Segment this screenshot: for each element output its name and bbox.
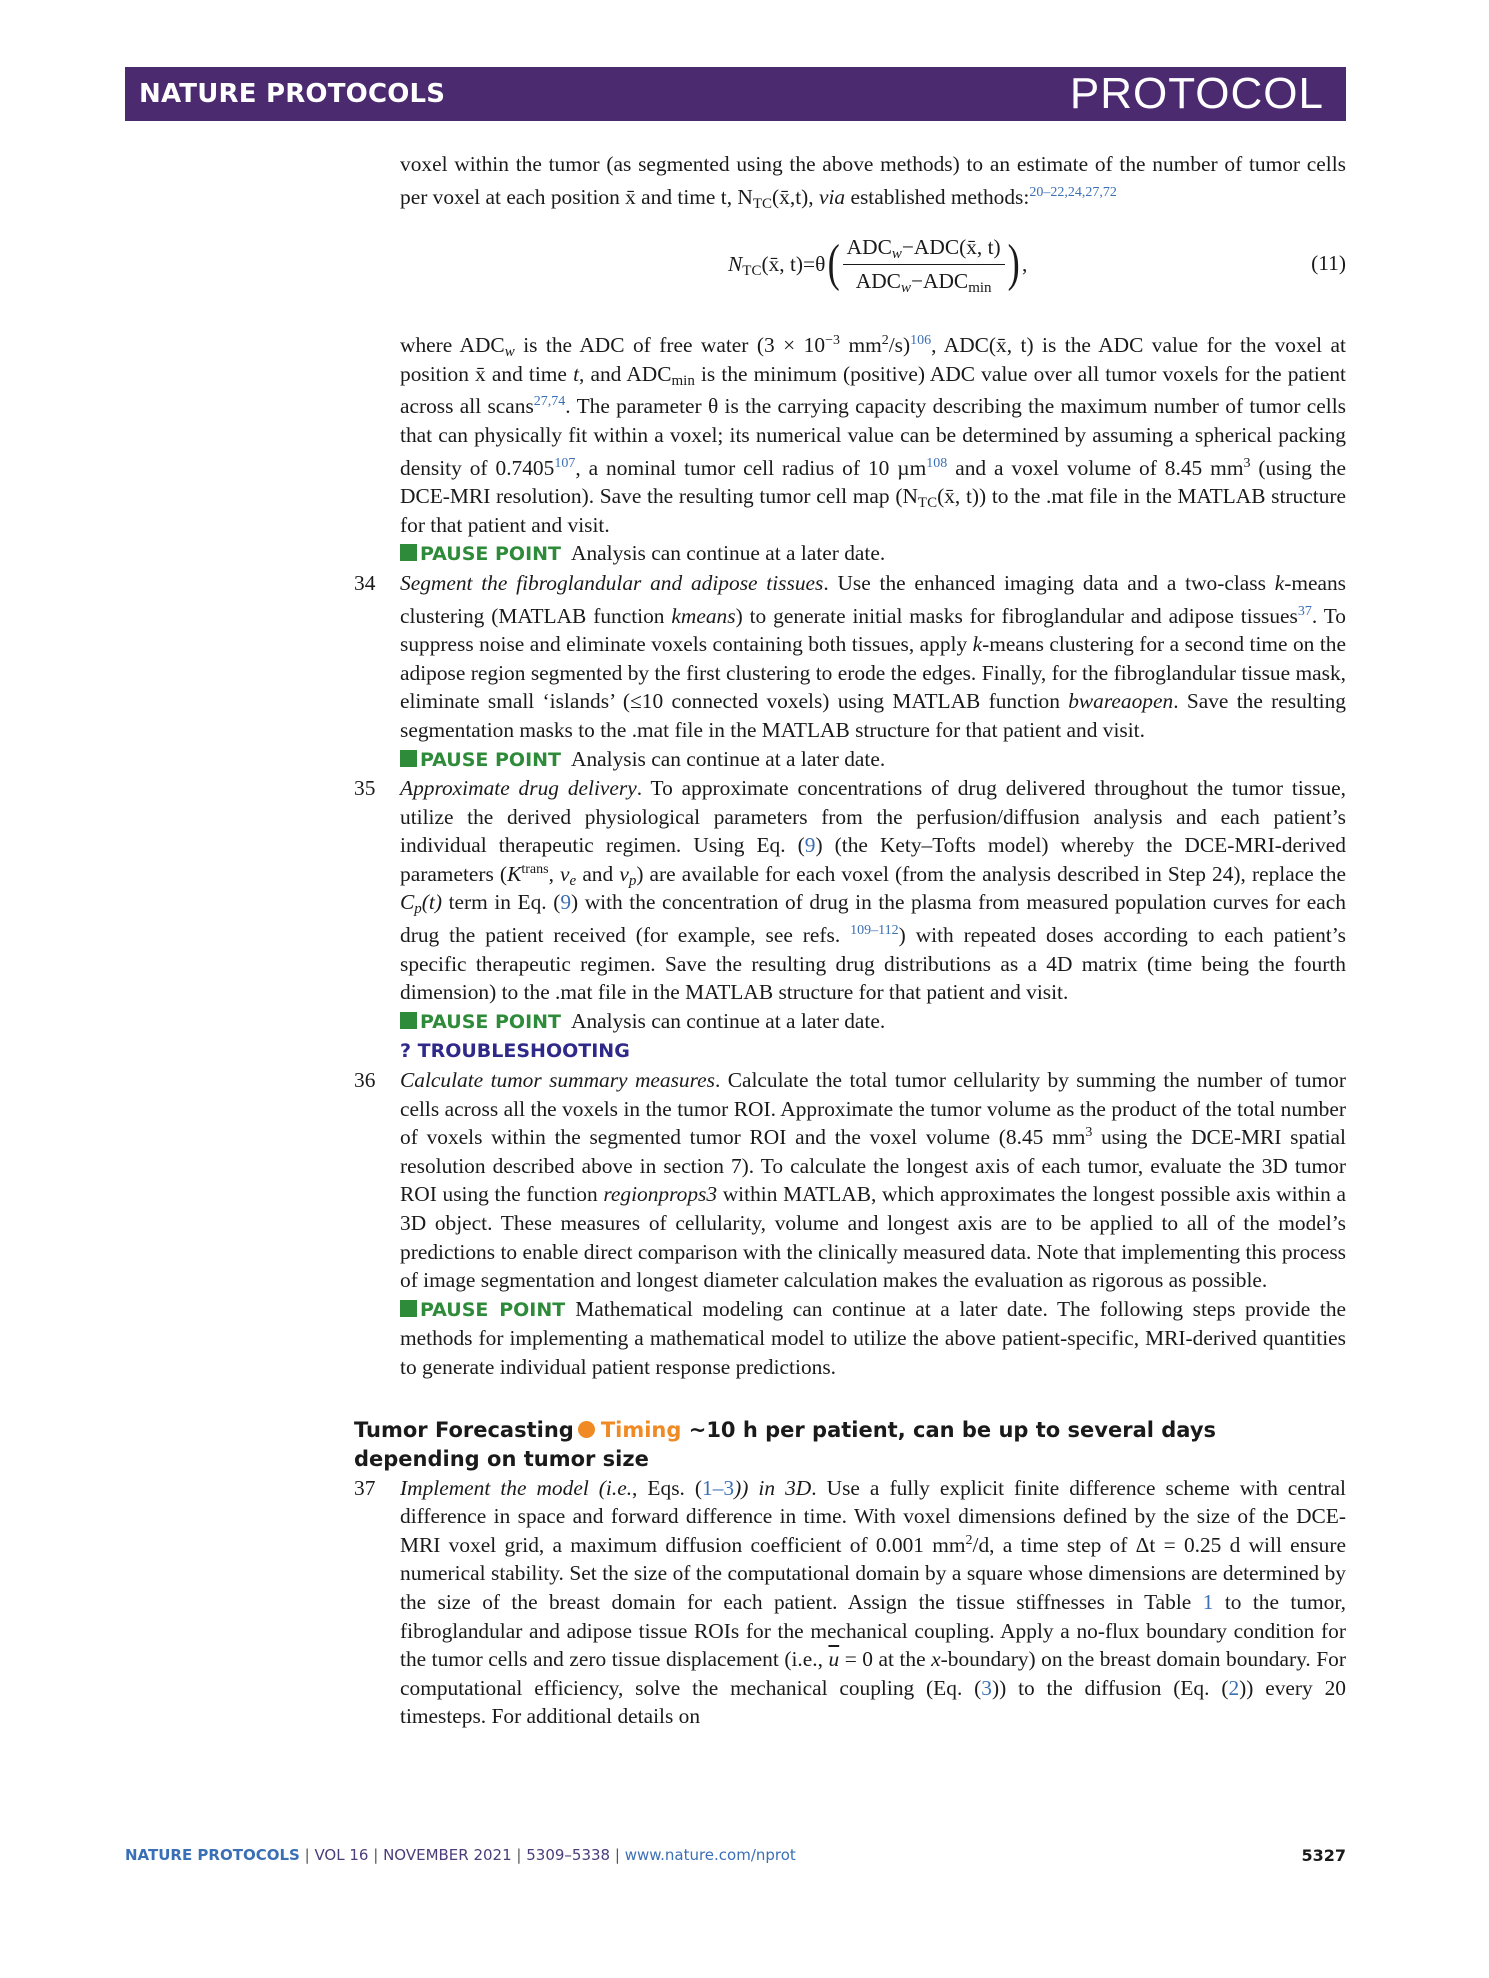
citation-link[interactable]: 108 xyxy=(926,455,948,471)
step-34: 34 Segment the fibroglandular and adipose tissues. Use the enhanced imaging data and a two-class k-means clustering (MATLAB function kmeans) to generate initial masks for fibroglandular and adipose tissues$^{37}$. To suppress noise and eliminate voxels containing both tissues, apply k-means clustering for a second time on the adipose region segmented by the first clustering to erode the edges. Finally, for the fibroglandular tissue mask, eliminate small ‘islands’ (≤10 connected voxels) using MATLAB function bwareaopen. Save the resulting segmentation masks to the .mat file in the MATLAB structure for that patient and visit. PAUSE POINT Analysis can continue at a later date. xyxy=(400,569,1346,774)
footer-pages: 5309–5338 xyxy=(526,1846,611,1864)
step-number: 35 xyxy=(354,776,376,801)
pause-point-label: PAUSE POINT xyxy=(420,1010,562,1033)
citation-link[interactable]: 109–112 xyxy=(850,923,899,939)
step-number: 36 xyxy=(354,1068,376,1093)
troubleshooting-link[interactable]: ? TROUBLESHOOTING xyxy=(400,1040,630,1063)
page-number: 5327 xyxy=(1301,1846,1346,1865)
pause-point-label: PAUSE POINT xyxy=(420,543,562,566)
equation-body: $N_{TC}(x̄$, t)=θ ( $\frac{ADC_w-ADC(x̄, t)}{ADC_w-ADC_{min}}$ ) , xyxy=(728,235,1028,296)
footer-url-link[interactable]: www.nature.com/nprot xyxy=(624,1846,796,1864)
equation-link[interactable]: 9 xyxy=(560,890,572,915)
denominator: $ADC_w-ADC_{min}$ xyxy=(855,268,992,296)
step-number: 34 xyxy=(354,570,376,595)
equation-link[interactable]: 3 xyxy=(981,1675,992,1700)
step-35: 35 Approximate drug delivery. To approximate concentrations of drug delivered throughout the tumor tissue, utilize the derived physiological parameters from the perfusion/diffusion analysis and each patient’s individual therapeutic regimen. Using Eq. (9) (the Kety–Tofts model) whereby the DCE-MRI-derived parameters ($K^{trans}$, $v_e$ and $v_p$) are available for each voxel (from the analysis described in Step 24), replace the $C_p(t)$ term in Eq. (9) with the concentration of drug in the plasma from measured population curves for each drug the patient received (for example, see refs. $^{109-112}$) with repeated doses according to each patient’s specific therapeutic regimen. Save the resulting drug distributions as a 4D matrix (time being the fourth dimension) to the .mat file in the MATLAB structure for that patient and visit. PAUSE POINT Analysis can continue at a later date. ? TROUBLESHOOTING xyxy=(400,774,1346,1066)
step-37: 37 Implement the model (i.e., Eqs. (1–3)) in 3D. Use a fully explicit finite difference scheme with central difference in space and forward difference in time. With voxel dimensions defined by the size of the DCE-MRI voxel grid, a maximum diffusion coefficient of 0.001 $mm^2/d$, a time step of Δt = 0.25 d will ensure numerical stability. Set the size of the computational domain by a square whose dimensions are determined by the size of the breast domain for each patient. Assign the tissue stiffnesses in Table 1 to the tumor, fibroglandular and adipose tissue ROIs for the mechanical coupling. Apply a no-flux boundary condition for the tumor cells and zero tissue displacement (i.e., $\overline{u} = 0$ at the x-boundary) on the breast domain boundary. For computational efficiency, solve the mechanical coupling (Eq. (3)) to the diffusion (Eq. (2)) every 20 timesteps. For additional details on xyxy=(354,1475,1346,1729)
where-paragraph: where $ADC_w$ is the ADC of free water ($3 \times 10^{-3}$ $mm^2/s)^{106}$, ADC(x̄, t) is the ADC value for the voxel at position x̄ and time t, and $ADC_{min}$ is the minimum (positive) ADC value over all tumor voxels for the patient across all scans$^{27,74}$. The parameter θ is the carrying capacity describing the maximum number of tumor cells that can physically fit within a voxel; its numerical value can be determined by assuming a spherical packing density of 0.7405$^{107}$, a nominal tumor cell radius of 10 µm$^{108}$ and a voxel volume of 8.45 $mm^3$ (using the DCE-MRI resolution). Save the resulting tumor cell map ($N_{TC}(x̄$, t)) to the .mat file in the MATLAB structure for that patient and visit. xyxy=(400,333,1347,537)
pause-point-icon xyxy=(400,750,417,767)
pause-point: PAUSE POINT Analysis can continue at a later date. xyxy=(400,1007,1346,1037)
equation-link[interactable]: 9 xyxy=(804,833,816,858)
article-body xyxy=(354,150,1347,1731)
equation-link[interactable]: 2 xyxy=(1228,1675,1240,1700)
citation-link[interactable]: 20–22,24,27,72 xyxy=(1029,184,1117,200)
pause-point: PAUSE POINT Mathematical modeling can continue at a later date. The following steps provide the methods for implementing a mathematical model to utilize the above patient-specific, MRI-derived quantities to generate individual patient response predictions. xyxy=(400,1296,1347,1379)
journal-name: NATURE PROTOCOLS xyxy=(139,79,446,109)
footer-date: NOVEMBER 2021 xyxy=(383,1846,512,1864)
pause-point-label: PAUSE POINT xyxy=(420,1298,566,1321)
citation-link[interactable]: 107 xyxy=(554,455,576,471)
pause-point-icon xyxy=(400,1300,417,1317)
equation-number: (11) xyxy=(1311,251,1346,276)
citation-link[interactable]: 37 xyxy=(1297,603,1312,619)
equation-11 xyxy=(400,225,1346,311)
equation-link[interactable]: 1–3 xyxy=(702,1475,735,1500)
numerator: $ADC_w-ADC(x̄$, t) xyxy=(843,233,1005,265)
section-heading: Tumor Forecasting Timing ~10 h per patient, can be up to several days depending on tumor size xyxy=(354,1417,1217,1471)
pause-point: PAUSE POINT Analysis can continue at a later date. xyxy=(400,539,1346,569)
pause-point-label: PAUSE POINT xyxy=(420,748,562,771)
page-footer: NATURE PROTOCOLS | VOL 16 | NOVEMBER 2021 | 5309–5338 | www.nature.com/nprot 5327 xyxy=(125,1846,1346,1865)
step-number: 37 xyxy=(354,1475,376,1500)
footer-volume: VOL 16 xyxy=(314,1846,369,1864)
table-link[interactable]: 1 xyxy=(1202,1589,1214,1614)
intro-paragraph: voxel within the tumor (as segmented using the above methods) to an estimate of the number of tumor cells per voxel at each position x̄ and time t, $N_{TC}(x̄,t)$, via established methods:$^{20-22,24,27,72}$ xyxy=(400,152,1346,212)
pause-point: PAUSE POINT Analysis can continue at a later date. xyxy=(400,745,1346,775)
citation-link[interactable]: 27,74 xyxy=(533,394,566,410)
journal-header-bar xyxy=(125,67,1346,121)
pause-point-icon xyxy=(400,544,417,561)
step-36: 36 Calculate tumor summary measures. Calculate the total tumor cellularity by summing the number of tumor cells across all the voxels in the tumor ROI. Approximate the tumor volume as the product of the total number of voxels within the segmented tumor ROI and the voxel volume (8.45 $mm^3$ using the DCE-MRI spatial resolution described above in section 7). To calculate the longest axis of each tumor, evaluate the 3D tumor ROI using the function regionprops3 within MATLAB, which approximates the longest possible axis within a 3D object. These measures of cellularity, volume and longest axis are to be applied to all of the model’s predictions to enable direct comparison with the clinically measured data. Note that implementing this process of image segmentation and longest diameter calculation makes the evaluation as rigorous as possible. PAUSE POINT Mathematical modeling can continue at a later date. The following steps provide the methods for implementing a mathematical model to utilize the above patient-specific, MRI-derived quantities to generate individual patient response predictions. xyxy=(400,1066,1346,1382)
timing-dot-icon xyxy=(578,1421,595,1438)
right-paren: ) xyxy=(1007,235,1020,293)
article-type-label: PROTOCOL xyxy=(1069,69,1324,118)
citation-link[interactable]: 106 xyxy=(910,333,932,349)
footer-journal: NATURE PROTOCOLS xyxy=(125,1846,300,1864)
pause-point-icon xyxy=(400,1012,417,1029)
left-paren: ( xyxy=(827,235,841,293)
fraction xyxy=(843,233,1005,295)
